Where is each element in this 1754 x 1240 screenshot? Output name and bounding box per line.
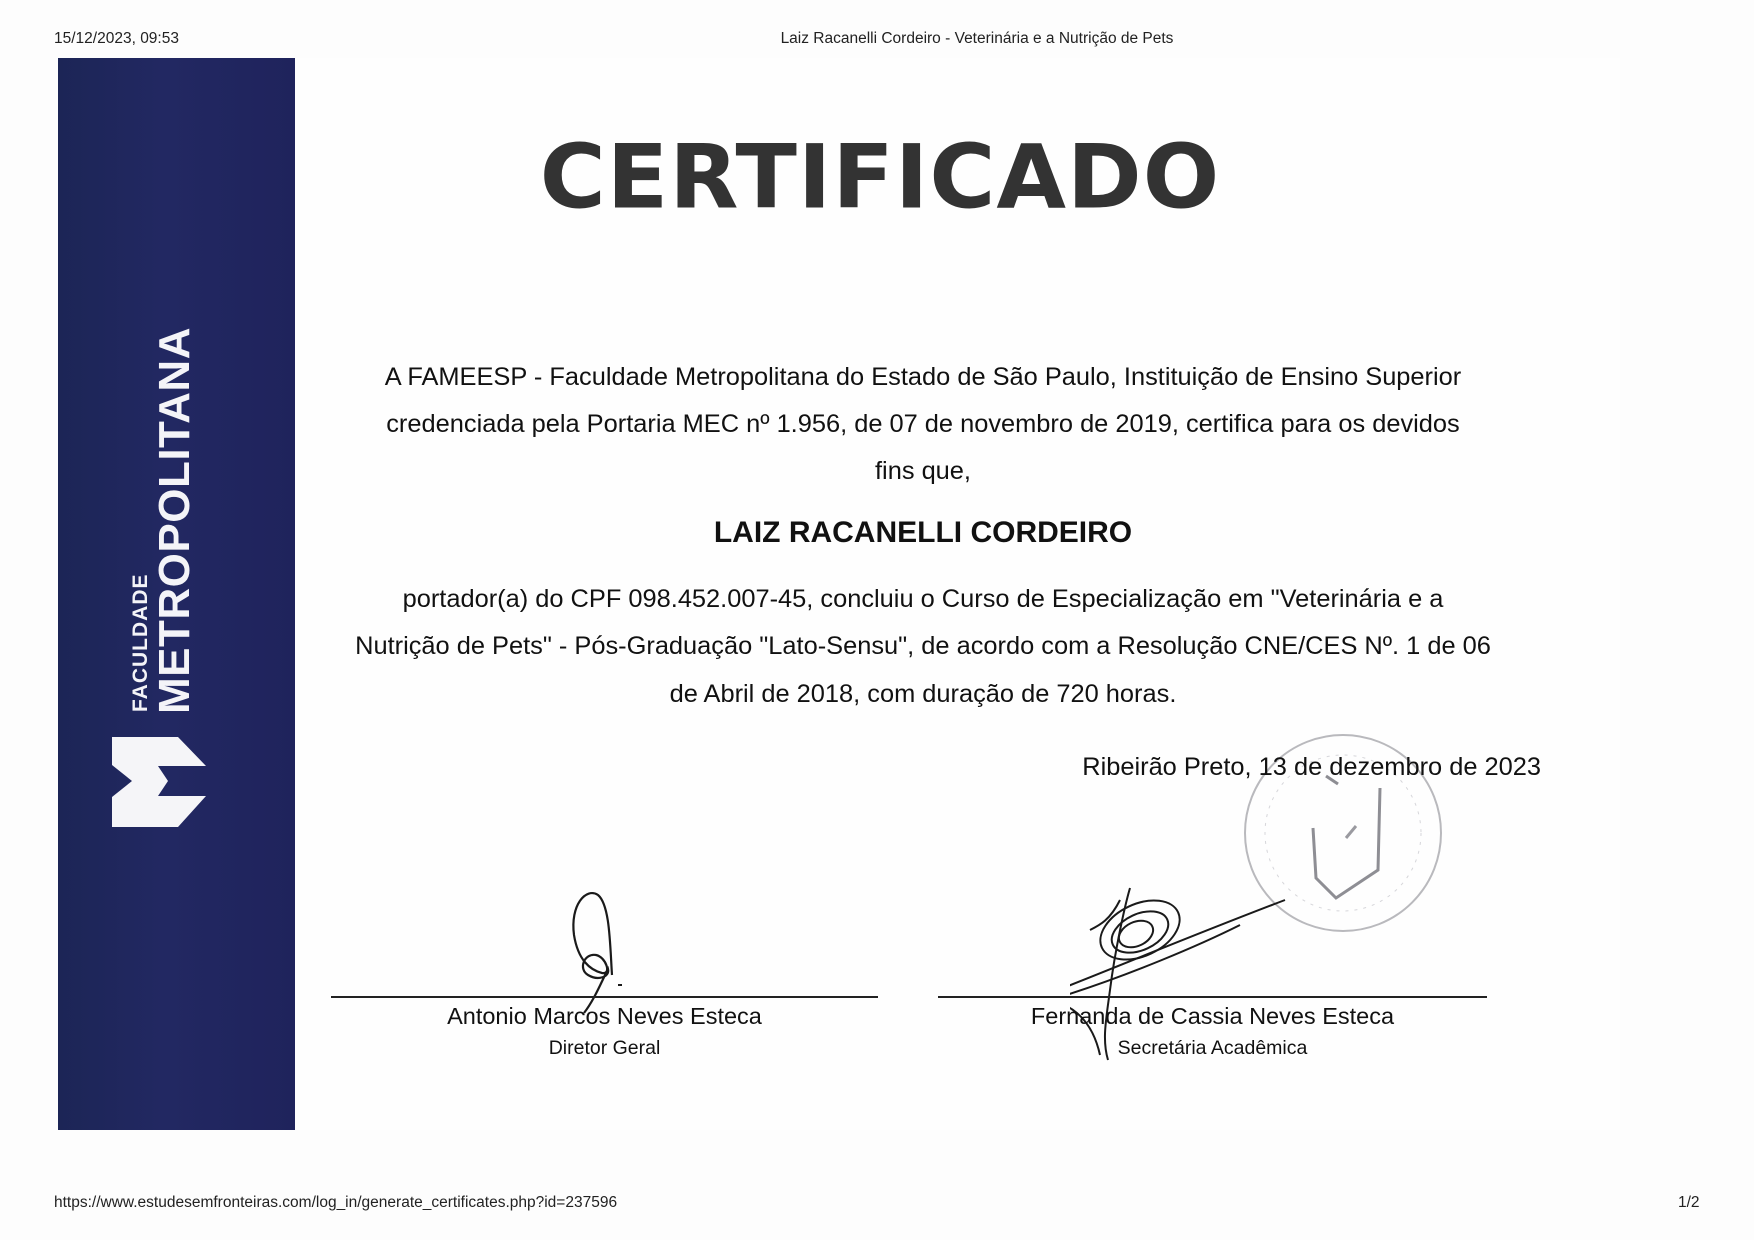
intro-line-3: fins que, <box>875 457 971 485</box>
signatory-role-director: Diretor Geral <box>548 1037 661 1059</box>
signatory-name-secretary: Fernanda de Cassia Neves Esteca <box>1030 1003 1395 1029</box>
print-footer-url: https://www.estudesemfronteiras.com/log_in/generate_certificates.php?id=237596 <box>54 1194 618 1211</box>
metropolitana-m-logo-icon <box>110 735 208 829</box>
signature-line-secretary <box>938 996 1487 998</box>
signatory-name-director: Antonio Marcos Neves Esteca <box>447 1003 762 1029</box>
signature-line-director <box>331 996 878 998</box>
body-line-2: Nutrição de Pets" - Pós-Graduação "Lato-Sensu", de acordo com a Resolução CNE/CES Nº. 1 de 06 <box>355 632 1491 660</box>
print-document-title: Laiz Racanelli Cordeiro - Veterinária e a Nutrição de Pets <box>780 30 1174 47</box>
brand-name-metropolitana: METROPOLITANA <box>150 327 199 714</box>
certificate-title: CERTIFICADO <box>539 126 1221 229</box>
print-page-indicator: 1/2 <box>1678 1194 1700 1211</box>
intro-line-1: A FAMEESP - Faculdade Metropolitana do Estado de São Paulo, Instituição de Ensino Superior <box>384 363 1462 391</box>
print-datetime: 15/12/2023, 09:53 <box>54 30 179 47</box>
recipient-name: LAIZ RACANELLI CORDEIRO <box>713 516 1133 549</box>
place-date: Ribeirão Preto, 13 de dezembro de 2023 <box>1082 753 1541 781</box>
signatory-role-secretary: Secretária Acadêmica <box>1117 1037 1308 1059</box>
intro-line-2: credenciada pela Portaria MEC nº 1.956, de 07 de novembro de 2019, certifica para os devidos <box>386 410 1460 438</box>
body-line-3: de Abril de 2018, com duração de 720 horas. <box>669 680 1177 708</box>
brand-name-faculdade: FACULDADE <box>129 573 152 712</box>
body-line-1: portador(a) do CPF 098.452.007-45, concluiu o Curso de Especialização em "Veterinária e a <box>402 585 1444 613</box>
